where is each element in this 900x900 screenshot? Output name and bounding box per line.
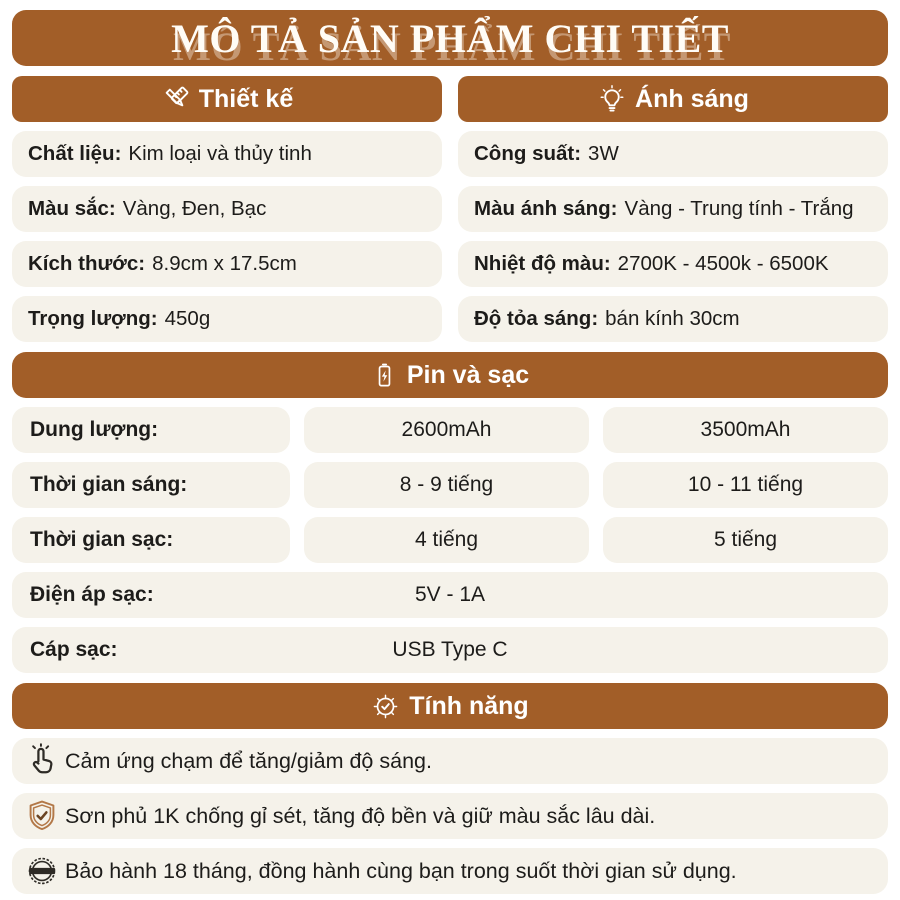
feature-warranty xyxy=(12,848,888,894)
table-row-charge-time xyxy=(12,517,888,563)
feature-text: Bảo hành 18 tháng, đồng hành cùng bạn trong suốt thời gian sử dụng. xyxy=(65,858,737,883)
warranty-seal-icon xyxy=(24,853,60,889)
row-value-2: 10 - 11 tiếng xyxy=(603,462,888,508)
table-row-cable xyxy=(12,627,888,673)
row-label: Điện áp sạc: xyxy=(30,583,154,606)
row-value: USB Type C xyxy=(392,638,508,661)
design-section-title: Thiết kế xyxy=(198,84,294,113)
table-row-voltage xyxy=(12,572,888,618)
spec-value: 3W xyxy=(588,142,619,165)
spec-label: Màu ánh sáng: xyxy=(474,197,618,220)
row-value-1: 8 - 9 tiếng xyxy=(304,462,589,508)
spec-label: Công suất: xyxy=(474,142,582,165)
light-column xyxy=(458,76,888,342)
spec-row-light-radius xyxy=(458,296,888,342)
spec-row-material xyxy=(12,131,442,177)
battery-table xyxy=(12,407,888,673)
light-section-header xyxy=(458,76,888,122)
spec-label: Kích thước: xyxy=(28,252,146,275)
feature-text: Sơn phủ 1K chống gỉ sét, tăng độ bền và giữ màu sắc lâu dài. xyxy=(65,803,656,828)
spec-value: Vàng, Đen, Bạc xyxy=(122,197,267,220)
design-section-header xyxy=(12,76,442,122)
battery-charging-icon xyxy=(371,362,398,389)
row-label: Thời gian sáng: xyxy=(12,462,290,508)
features-section-header xyxy=(12,683,888,729)
spec-label: Nhiệt độ màu: xyxy=(474,252,611,275)
spec-columns xyxy=(12,76,888,342)
spec-row-weight xyxy=(12,296,442,342)
spec-label: Độ tỏa sáng: xyxy=(474,307,599,330)
spec-value: 2700K - 4500k - 6500K xyxy=(617,252,829,275)
warranty-badge-text: WARRANTY xyxy=(30,868,54,874)
features-list xyxy=(12,738,888,894)
spec-row-color-temp xyxy=(458,241,888,287)
page-title: MÔ TẢ SẢN PHẨM CHI TIẾT xyxy=(171,15,729,61)
spec-row-size xyxy=(12,241,442,287)
spec-row-color xyxy=(12,186,442,232)
row-label: Dung lượng: xyxy=(12,407,290,453)
spec-label: Trọng lượng: xyxy=(28,307,158,330)
feature-coating xyxy=(12,793,888,839)
spec-label: Chất liệu: xyxy=(28,142,122,165)
main-title-bar xyxy=(12,10,888,66)
spec-value: 450g xyxy=(164,307,211,330)
feature-touch-control xyxy=(12,738,888,784)
table-row-capacity xyxy=(12,407,888,453)
spec-row-light-color xyxy=(458,186,888,232)
spec-row-power xyxy=(458,131,888,177)
design-column xyxy=(12,76,442,342)
row-value-2: 3500mAh xyxy=(603,407,888,453)
battery-section-title: Pin và sạc xyxy=(406,360,530,389)
spec-value: Kim loại và thủy tinh xyxy=(128,142,312,165)
row-label: Cáp sạc: xyxy=(30,638,118,661)
battery-section-header xyxy=(12,352,888,398)
row-label: Thời gian sạc: xyxy=(12,517,290,563)
spec-value: bán kính 30cm xyxy=(605,307,740,330)
badge-check-icon xyxy=(371,692,400,721)
lightbulb-icon xyxy=(597,84,627,114)
feature-text: Cảm ứng chạm để tăng/giảm độ sáng. xyxy=(65,748,432,773)
shield-check-icon xyxy=(24,798,60,834)
light-section-title: Ánh sáng xyxy=(635,84,749,113)
row-value-2: 5 tiếng xyxy=(603,517,888,563)
features-section-title: Tính năng xyxy=(409,691,529,720)
spec-label: Màu sắc: xyxy=(28,197,116,220)
row-value-1: 2600mAh xyxy=(304,407,589,453)
table-row-light-time xyxy=(12,462,888,508)
row-value: 5V - 1A xyxy=(414,583,486,606)
touch-gesture-icon xyxy=(24,743,60,779)
spec-value: 8.9cm x 17.5cm xyxy=(152,252,297,275)
spec-value: Vàng - Trung tính - Trắng xyxy=(624,197,854,220)
pencil-ruler-icon xyxy=(161,84,191,114)
row-value-1: 4 tiếng xyxy=(304,517,589,563)
